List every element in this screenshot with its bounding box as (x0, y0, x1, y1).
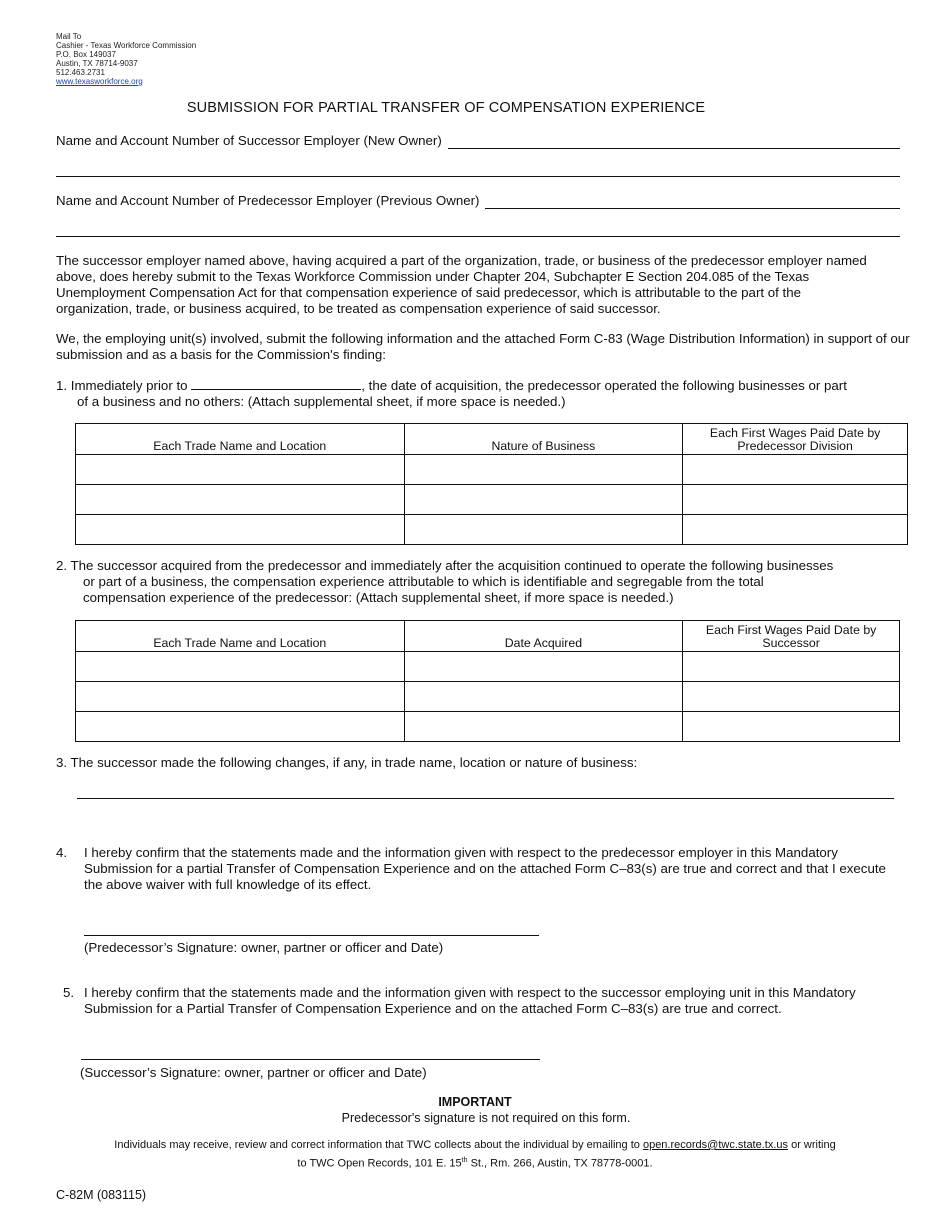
predecessor-business-table (75, 423, 908, 545)
table-cell[interactable] (683, 682, 900, 712)
table-1-header-trade-name: Each Trade Name and Location (76, 424, 405, 455)
mail-line: 512.463.2731 (56, 68, 105, 77)
table-cell[interactable] (683, 515, 908, 545)
item-1-line-2: of a business and no others: (Attach supplemental sheet, if more space is needed.) (77, 394, 566, 409)
table-cell[interactable] (76, 515, 405, 545)
table-1-header-nature: Nature of Business (404, 424, 683, 455)
successor-input-line[interactable] (448, 134, 900, 149)
mail-to-block (56, 32, 196, 86)
successor-business-table (75, 620, 900, 742)
predecessor-signature-label: (Predecessor’s Signature: owner, partner or officer and Date) (84, 940, 444, 955)
item-4 (56, 845, 896, 893)
item-5 (63, 985, 908, 1017)
table-cell[interactable] (76, 682, 405, 712)
privacy-line-1-prefix: Individuals may receive, review and correct information that TWC collects about the individual by emailing to (114, 1139, 640, 1151)
privacy-line-1-suffix: or writing (791, 1139, 836, 1151)
successor-field-row (56, 133, 900, 149)
table-cell[interactable] (76, 455, 405, 485)
privacy-line-2-suffix: St., Rm. 266, Austin, TX 78778-0001. (470, 1157, 653, 1170)
predecessor-continuation-line[interactable] (56, 236, 900, 237)
item-2-line-3: compensation experience of the predecessor: (Attach supplemental sheet, if more space is needed.) (83, 590, 674, 605)
table-cell[interactable] (404, 485, 683, 515)
table-2-header-first-wages: Each First Wages Paid Date by Successor (683, 621, 900, 652)
table-row (76, 682, 900, 712)
item-5-text: I hereby confirm that the statements made and the information given with respect to the successor employing unit in this Mandatory Submission for a Partial Transfer of Compensation Experience and on the attached Form C–83(s) are true and correct. (84, 985, 856, 1016)
table-2-header-trade-name: Each Trade Name and Location (76, 621, 405, 652)
predecessor-label: Name and Account Number of Predecessor Employer (Previous Owner) (56, 193, 480, 208)
important-heading: IMPORTANT (438, 1095, 512, 1109)
changes-input-line[interactable] (77, 798, 894, 799)
mail-line: P.O. Box 149037 (56, 50, 116, 59)
table-cell[interactable] (404, 682, 683, 712)
successor-signature-line[interactable] (81, 1059, 540, 1060)
website-link[interactable]: www.texasworkforce.org (56, 77, 143, 86)
table-cell[interactable] (404, 652, 683, 682)
table-1-header-first-wages: Each First Wages Paid Date by Predecessor Division (683, 424, 908, 455)
item-4-number: 4. (56, 845, 68, 860)
item-2-line-2: or part of a business, the compensation experience attributable to which is identifiable and segregable from the total (83, 574, 764, 589)
table-cell[interactable] (404, 455, 683, 485)
item-2 (56, 558, 916, 606)
table-cell[interactable] (683, 712, 900, 742)
acquisition-date-blank[interactable] (191, 377, 361, 390)
table-cell[interactable] (683, 652, 900, 682)
table-cell[interactable] (683, 455, 908, 485)
table-row (76, 712, 900, 742)
successor-signature-label: (Successor’s Signature: owner, partner or officer and Date) (80, 1065, 427, 1080)
table-cell[interactable] (404, 515, 683, 545)
table-row (76, 515, 908, 545)
table-cell[interactable] (404, 712, 683, 742)
successor-label: Name and Account Number of Successor Employer (New Owner) (56, 133, 442, 148)
item-1-suffix: , the date of acquisition, the predecessor operated the following businesses or part (361, 378, 847, 393)
form-number: C-82M (083115) (56, 1188, 147, 1202)
privacy-line-2-prefix: to TWC Open Records, 101 E. 15 (297, 1157, 462, 1170)
item-1 (56, 377, 906, 410)
privacy-notice (0, 1138, 950, 1172)
item-2-line-1: 2. The successor acquired from the predecessor and immediately after the acquisition continued to operate the following businesses (56, 558, 834, 573)
successor-continuation-line[interactable] (56, 176, 900, 177)
table-cell[interactable] (76, 652, 405, 682)
mail-line: Mail To (56, 32, 82, 41)
superscript-th: th (461, 1157, 468, 1164)
table-2-header-date-acquired: Date Acquired (404, 621, 683, 652)
open-records-email-link[interactable]: open.records@twc.state.tx.us (642, 1139, 789, 1151)
intro-paragraph: The successor employer named above, having acquired a part of the organization, trade, or business of the predecessor employer named above, does hereby submit to the Texas Workforce Commission under Chapter 204, Subchapter E Section 204.085 of the Texas Unemployment Compensation Act for that compensation experience of said predecessor, which is attributable to the part of the organization, trade, or business acquired, to be treated as compensation experience of said successor. (56, 253, 867, 316)
table-row (76, 652, 900, 682)
table-cell[interactable] (76, 485, 405, 515)
item-4-text: I hereby confirm that the statements made and the information given with respect to the predecessor employer in this Mandatory Submission for a partial Transfer of Compensation Experience and on the attached Form C–83(s) are true and correct and that I execute the above waiver with full knowledge of its effect. (84, 845, 886, 892)
item-3: 3. The successor made the following changes, if any, in trade name, location or nature of business: (56, 755, 638, 770)
predecessor-field-row (56, 193, 900, 209)
form-title: SUBMISSION FOR PARTIAL TRANSFER OF COMPENSATION EXPERIENCE (186, 100, 706, 116)
important-note: Predecessor's signature is not required on this form. (341, 1111, 631, 1125)
mail-line: Cashier - Texas Workforce Commission (56, 41, 197, 50)
predecessor-signature-line[interactable] (84, 935, 539, 936)
table-row (76, 455, 908, 485)
mail-line: Austin, TX 78714-9037 (56, 59, 138, 68)
predecessor-input-line[interactable] (485, 194, 900, 209)
support-paragraph: We, the employing unit(s) involved, submit the following information and the attached Form C-83 (Wage Distribution Information) in support of our submission and as a basis for the Commission's finding: (56, 331, 910, 362)
table-cell[interactable] (76, 712, 405, 742)
table-cell[interactable] (683, 485, 908, 515)
table-row (76, 485, 908, 515)
item-1-prefix: 1. Immediately prior to (56, 378, 188, 393)
item-5-number: 5. (63, 985, 75, 1000)
